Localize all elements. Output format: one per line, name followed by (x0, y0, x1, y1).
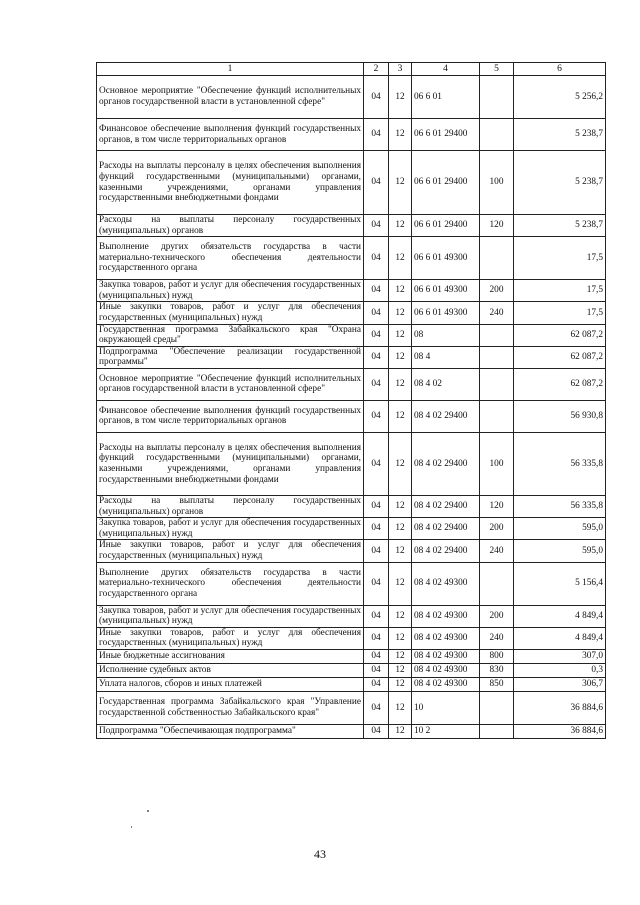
row-cell-c6: 17,5 (514, 302, 606, 324)
row-cell-c5 (480, 691, 514, 724)
row-cell-c4: 08 4 02 29400 (412, 495, 480, 517)
row-cell-c2: 04 (364, 691, 389, 724)
row-name-cell: Финансовое обеспечение выполнения функций государственных органов, в том числе территориальных органов (97, 119, 364, 151)
row-cell-c6: 36 884,6 (514, 724, 606, 738)
row-cell-c5: 830 (480, 663, 514, 677)
row-cell-c4: 08 4 02 29400 (412, 400, 480, 432)
row-cell-c4: 08 4 02 (412, 368, 480, 400)
row-cell-c3: 12 (389, 400, 412, 432)
row-cell-c5 (480, 324, 514, 346)
row-cell-c3: 12 (389, 346, 412, 368)
row-cell-c4: 08 4 02 49300 (412, 605, 480, 627)
table-row (97, 562, 606, 605)
row-cell-c4: 06 6 01 29400 (412, 151, 480, 215)
row-cell-c2: 04 (364, 237, 389, 280)
row-cell-c4: 08 4 02 29400 (412, 432, 480, 495)
row-cell-c4: 08 4 02 29400 (412, 518, 480, 540)
page-number: 43 (314, 847, 326, 861)
table-row (97, 677, 606, 691)
row-name-cell: Иные закупки товаров, работ и услуг для обеспечения государственных (муниципальных) нужд (97, 540, 364, 562)
row-cell-c5: 200 (480, 605, 514, 627)
row-cell-c4: 10 2 (412, 724, 480, 738)
table-row (97, 495, 606, 517)
row-cell-c6: 62 087,2 (514, 368, 606, 400)
row-cell-c6: 56 335,8 (514, 495, 606, 517)
row-name-cell: Закупка товаров, работ и услуг для обеспечения государственных (муниципальных) нужд (97, 518, 364, 540)
row-cell-c6: 307,0 (514, 649, 606, 663)
row-cell-c6: 0,3 (514, 663, 606, 677)
row-cell-c6: 5 238,7 (514, 151, 606, 215)
table-row (97, 724, 606, 738)
row-cell-c6: 5 256,2 (514, 76, 606, 119)
column-header-4: 4 (412, 63, 480, 76)
row-name-cell: Подпрограмма "Обеспечение реализации государственной программы" (97, 346, 364, 368)
row-cell-c5: 120 (480, 495, 514, 517)
column-header-2: 2 (364, 63, 389, 76)
column-header-1: 1 (97, 63, 364, 76)
budget-table (96, 62, 606, 739)
row-cell-c5: 100 (480, 151, 514, 215)
row-cell-c4: 10 (412, 691, 480, 724)
row-cell-c5: 240 (480, 540, 514, 562)
row-cell-c6: 4 849,4 (514, 605, 606, 627)
row-cell-c4: 06 6 01 29400 (412, 215, 480, 237)
row-cell-c4: 08 4 02 49300 (412, 562, 480, 605)
row-cell-c5 (480, 237, 514, 280)
row-cell-c4: 06 6 01 49300 (412, 302, 480, 324)
row-cell-c6: 62 087,2 (514, 324, 606, 346)
row-cell-c3: 12 (389, 76, 412, 119)
row-cell-c5 (480, 562, 514, 605)
row-cell-c3: 12 (389, 627, 412, 649)
scan-speck (131, 826, 132, 828)
row-cell-c5 (480, 368, 514, 400)
row-name-cell: Государственная программа Забайкальского края "Управление государственной собственностью Забайкальского края" (97, 691, 364, 724)
row-name-cell: Иные закупки товаров, работ и услуг для обеспечения государственных (муниципальных) нужд (97, 627, 364, 649)
row-cell-c6: 306,7 (514, 677, 606, 691)
row-cell-c4: 08 4 (412, 346, 480, 368)
column-header-6: 6 (514, 63, 606, 76)
row-name-cell: Расходы на выплаты персоналу в целях обеспечения выполнения функций государственными (муниципальными) органами, казенными учреждениями, органами управления государственными внебюджетными фондами (97, 151, 364, 215)
row-cell-c3: 12 (389, 324, 412, 346)
row-cell-c2: 04 (364, 677, 389, 691)
table-row (97, 324, 606, 346)
row-cell-c5: 850 (480, 677, 514, 691)
row-cell-c4: 06 6 01 (412, 76, 480, 119)
row-cell-c2: 04 (364, 400, 389, 432)
row-name-cell: Подпрограмма "Обеспечивающая подпрограмма" (97, 724, 364, 738)
row-name-cell: Выполнение других обязательств государства в части материально-технического обеспечения деятельности государственного органа (97, 562, 364, 605)
row-cell-c3: 12 (389, 724, 412, 738)
row-cell-c5 (480, 400, 514, 432)
row-cell-c4: 08 4 02 29400 (412, 540, 480, 562)
row-cell-c2: 04 (364, 119, 389, 151)
row-cell-c2: 04 (364, 605, 389, 627)
row-cell-c6: 5 238,7 (514, 119, 606, 151)
row-cell-c6: 56 335,8 (514, 432, 606, 495)
row-cell-c2: 04 (364, 151, 389, 215)
table-row (97, 649, 606, 663)
row-cell-c5 (480, 76, 514, 119)
table-row (97, 119, 606, 151)
row-cell-c3: 12 (389, 605, 412, 627)
table-row (97, 400, 606, 432)
table-row (97, 627, 606, 649)
table-row (97, 237, 606, 280)
table-row (97, 151, 606, 215)
table-row (97, 691, 606, 724)
row-cell-c2: 04 (364, 724, 389, 738)
row-cell-c3: 12 (389, 151, 412, 215)
row-cell-c5: 200 (480, 518, 514, 540)
row-name-cell: Исполнение судебных актов (97, 663, 364, 677)
row-cell-c2: 04 (364, 432, 389, 495)
table-row (97, 280, 606, 302)
row-name-cell: Закупка товаров, работ и услуг для обеспечения государственных (муниципальных) нужд (97, 280, 364, 302)
row-name-cell: Уплата налогов, сборов и иных платежей (97, 677, 364, 691)
row-cell-c2: 04 (364, 215, 389, 237)
table-row (97, 518, 606, 540)
row-cell-c6: 36 884,6 (514, 691, 606, 724)
row-cell-c6: 56 930,8 (514, 400, 606, 432)
row-cell-c4: 08 (412, 324, 480, 346)
row-cell-c4: 08 4 02 49300 (412, 677, 480, 691)
row-cell-c5 (480, 346, 514, 368)
row-cell-c2: 04 (364, 663, 389, 677)
row-cell-c4: 08 4 02 49300 (412, 649, 480, 663)
row-cell-c2: 04 (364, 346, 389, 368)
row-cell-c3: 12 (389, 368, 412, 400)
row-cell-c3: 12 (389, 495, 412, 517)
row-cell-c4: 08 4 02 49300 (412, 627, 480, 649)
row-cell-c2: 04 (364, 518, 389, 540)
row-cell-c4: 06 6 01 29400 (412, 119, 480, 151)
row-cell-c2: 04 (364, 76, 389, 119)
row-cell-c3: 12 (389, 302, 412, 324)
table-row (97, 540, 606, 562)
table-row (97, 346, 606, 368)
row-name-cell: Иные закупки товаров, работ и услуг для обеспечения государственных (муниципальных) нужд (97, 302, 364, 324)
table-row (97, 302, 606, 324)
row-cell-c5: 240 (480, 302, 514, 324)
table-row (97, 215, 606, 237)
row-name-cell: Финансовое обеспечение выполнения функций государственных органов, в том числе территориальных органов (97, 400, 364, 432)
table-row (97, 368, 606, 400)
row-name-cell: Расходы на выплаты персоналу в целях обеспечения выполнения функций государственными (муниципальными) органами, казенными учреждениями, органами управления государственными внебюджетными фондами (97, 432, 364, 495)
row-cell-c5: 240 (480, 627, 514, 649)
row-cell-c6: 595,0 (514, 540, 606, 562)
row-cell-c5: 200 (480, 280, 514, 302)
row-name-cell: Иные бюджетные ассигнования (97, 649, 364, 663)
row-cell-c5: 800 (480, 649, 514, 663)
row-cell-c5 (480, 724, 514, 738)
row-cell-c5: 120 (480, 215, 514, 237)
row-cell-c2: 04 (364, 649, 389, 663)
row-cell-c2: 04 (364, 280, 389, 302)
table-header (97, 63, 606, 76)
row-cell-c6: 62 087,2 (514, 346, 606, 368)
row-cell-c3: 12 (389, 663, 412, 677)
table-row (97, 76, 606, 119)
row-cell-c6: 17,5 (514, 280, 606, 302)
row-cell-c3: 12 (389, 432, 412, 495)
row-cell-c2: 04 (364, 324, 389, 346)
row-cell-c4: 06 6 01 49300 (412, 280, 480, 302)
row-name-cell: Расходы на выплаты персоналу государственных (муниципальных) органов (97, 215, 364, 237)
row-name-cell: Выполнение других обязательств государства в части материально-технического обеспечения деятельности государственного органа (97, 237, 364, 280)
row-cell-c6: 5 238,7 (514, 215, 606, 237)
column-header-3: 3 (389, 63, 412, 76)
scan-speck (147, 810, 149, 812)
row-name-cell: Закупка товаров, работ и услуг для обеспечения государственных (муниципальных) нужд (97, 605, 364, 627)
table-body (97, 76, 606, 739)
row-cell-c3: 12 (389, 677, 412, 691)
row-cell-c2: 04 (364, 368, 389, 400)
row-cell-c3: 12 (389, 215, 412, 237)
row-name-cell: Основное мероприятие "Обеспечение функций исполнительных органов государственной власти в установленной сфере" (97, 368, 364, 400)
row-name-cell: Государственная программа Забайкальского края "Охрана окружающей среды" (97, 324, 364, 346)
row-cell-c3: 12 (389, 518, 412, 540)
row-cell-c3: 12 (389, 649, 412, 663)
row-cell-c2: 04 (364, 562, 389, 605)
row-cell-c2: 04 (364, 627, 389, 649)
column-header-5: 5 (480, 63, 514, 76)
row-cell-c5 (480, 119, 514, 151)
row-cell-c6: 595,0 (514, 518, 606, 540)
table-row (97, 605, 606, 627)
row-cell-c3: 12 (389, 280, 412, 302)
row-cell-c6: 4 849,4 (514, 627, 606, 649)
row-cell-c2: 04 (364, 540, 389, 562)
table-row (97, 432, 606, 495)
row-cell-c3: 12 (389, 119, 412, 151)
row-cell-c2: 04 (364, 495, 389, 517)
row-cell-c4: 08 4 02 49300 (412, 663, 480, 677)
row-name-cell: Расходы на выплаты персоналу государственных (муниципальных) органов (97, 495, 364, 517)
row-cell-c5: 100 (480, 432, 514, 495)
row-cell-c6: 5 156,4 (514, 562, 606, 605)
row-cell-c3: 12 (389, 237, 412, 280)
row-cell-c2: 04 (364, 302, 389, 324)
row-cell-c3: 12 (389, 540, 412, 562)
table-row (97, 663, 606, 677)
row-name-cell: Основное мероприятие "Обеспечение функций исполнительных органов государственной власти в установленной сфере" (97, 76, 364, 119)
row-cell-c6: 17,5 (514, 237, 606, 280)
row-cell-c3: 12 (389, 691, 412, 724)
row-cell-c3: 12 (389, 562, 412, 605)
header-row (97, 63, 606, 76)
row-cell-c4: 06 6 01 49300 (412, 237, 480, 280)
